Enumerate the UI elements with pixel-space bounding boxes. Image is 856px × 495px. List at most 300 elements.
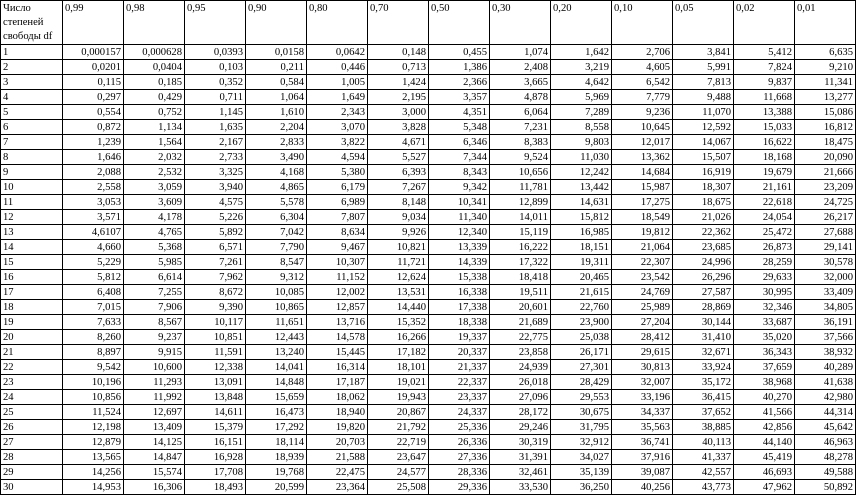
- value-cell: 31,391: [490, 450, 551, 465]
- value-cell: 18,307: [673, 180, 734, 195]
- value-cell: 15,338: [429, 270, 490, 285]
- value-cell: 35,563: [612, 420, 673, 435]
- value-cell: 34,337: [612, 405, 673, 420]
- value-cell: 24,769: [612, 285, 673, 300]
- value-cell: 28,412: [612, 330, 673, 345]
- value-cell: 14,256: [63, 465, 124, 480]
- value-cell: 19,812: [612, 225, 673, 240]
- value-cell: 9,210: [795, 60, 856, 75]
- table-row: [1, 60, 856, 75]
- value-cell: 4,575: [185, 195, 246, 210]
- value-cell: 5,348: [429, 120, 490, 135]
- df-cell: 20: [1, 330, 63, 345]
- value-cell: 16,812: [795, 120, 856, 135]
- value-cell: 9,926: [368, 225, 429, 240]
- value-cell: 19,337: [429, 330, 490, 345]
- value-cell: 27,096: [490, 390, 551, 405]
- value-cell: 5,368: [124, 240, 185, 255]
- value-cell: 1,646: [63, 150, 124, 165]
- value-cell: 50,892: [795, 480, 856, 495]
- value-cell: 35,139: [551, 465, 612, 480]
- value-cell: 20,599: [246, 480, 307, 495]
- value-cell: 21,615: [551, 285, 612, 300]
- df-cell: 23: [1, 375, 63, 390]
- value-cell: 15,507: [673, 150, 734, 165]
- value-cell: 4,168: [246, 165, 307, 180]
- value-cell: 12,242: [551, 165, 612, 180]
- table-row: [1, 165, 856, 180]
- value-cell: 32,461: [490, 465, 551, 480]
- value-cell: 9,524: [490, 150, 551, 165]
- value-cell: 5,229: [63, 255, 124, 270]
- value-cell: 8,148: [368, 195, 429, 210]
- value-cell: 40,289: [795, 360, 856, 375]
- value-cell: 4,6107: [63, 225, 124, 240]
- value-cell: 0,0201: [63, 60, 124, 75]
- value-cell: 18,493: [185, 480, 246, 495]
- value-cell: 7,962: [185, 270, 246, 285]
- value-cell: 6,989: [307, 195, 368, 210]
- value-cell: 1,610: [246, 105, 307, 120]
- header-row: [1, 1, 856, 45]
- value-cell: 7,267: [368, 180, 429, 195]
- value-cell: 0,000628: [124, 45, 185, 60]
- value-cell: 14,067: [673, 135, 734, 150]
- value-cell: 19,511: [490, 285, 551, 300]
- value-cell: 17,292: [246, 420, 307, 435]
- table-row: [1, 450, 856, 465]
- value-cell: 15,379: [185, 420, 246, 435]
- value-cell: 11,721: [368, 255, 429, 270]
- value-cell: 12,624: [368, 270, 429, 285]
- value-cell: 42,980: [795, 390, 856, 405]
- value-cell: 23,542: [612, 270, 673, 285]
- df-cell: 29: [1, 465, 63, 480]
- value-cell: 32,346: [734, 300, 795, 315]
- df-cell: 14: [1, 240, 63, 255]
- value-cell: 16,222: [490, 240, 551, 255]
- value-cell: 41,566: [734, 405, 795, 420]
- value-cell: 1,564: [124, 135, 185, 150]
- value-cell: 10,307: [307, 255, 368, 270]
- value-cell: 8,672: [185, 285, 246, 300]
- value-cell: 29,633: [734, 270, 795, 285]
- value-cell: 10,341: [429, 195, 490, 210]
- value-cell: 12,443: [246, 330, 307, 345]
- df-cell: 2: [1, 60, 63, 75]
- table-row: [1, 330, 856, 345]
- value-cell: 10,851: [185, 330, 246, 345]
- value-cell: 14,125: [124, 435, 185, 450]
- value-cell: 11,524: [63, 405, 124, 420]
- value-cell: 11,591: [185, 345, 246, 360]
- value-cell: 7,231: [490, 120, 551, 135]
- value-cell: 10,196: [63, 375, 124, 390]
- value-cell: 39,087: [612, 465, 673, 480]
- value-cell: 6,542: [612, 75, 673, 90]
- value-cell: 12,002: [307, 285, 368, 300]
- value-cell: 0,584: [246, 75, 307, 90]
- value-cell: 37,652: [673, 405, 734, 420]
- value-cell: 21,161: [734, 180, 795, 195]
- value-cell: 2,204: [246, 120, 307, 135]
- value-cell: 10,821: [368, 240, 429, 255]
- value-cell: 18,475: [795, 135, 856, 150]
- df-cell: 4: [1, 90, 63, 105]
- value-cell: 22,760: [551, 300, 612, 315]
- value-cell: 6,346: [429, 135, 490, 150]
- probability-header: 0,01: [795, 1, 856, 45]
- value-cell: 11,070: [673, 105, 734, 120]
- value-cell: 2,195: [368, 90, 429, 105]
- table-row: [1, 195, 856, 210]
- value-cell: 29,615: [612, 345, 673, 360]
- value-cell: 15,812: [551, 210, 612, 225]
- value-cell: 28,869: [673, 300, 734, 315]
- value-cell: 2,343: [307, 105, 368, 120]
- value-cell: 18,940: [307, 405, 368, 420]
- table-row: [1, 90, 856, 105]
- value-cell: 21,666: [795, 165, 856, 180]
- value-cell: 7,807: [307, 210, 368, 225]
- value-cell: 6,408: [63, 285, 124, 300]
- value-cell: 0,0158: [246, 45, 307, 60]
- value-cell: 0,0404: [124, 60, 185, 75]
- value-cell: 11,340: [429, 210, 490, 225]
- value-cell: 12,338: [185, 360, 246, 375]
- value-cell: 22,307: [612, 255, 673, 270]
- value-cell: 7,344: [429, 150, 490, 165]
- value-cell: 15,445: [307, 345, 368, 360]
- value-cell: 2,032: [124, 150, 185, 165]
- value-cell: 15,987: [612, 180, 673, 195]
- value-cell: 0,752: [124, 105, 185, 120]
- value-cell: 8,343: [429, 165, 490, 180]
- value-cell: 9,803: [551, 135, 612, 150]
- value-cell: 8,634: [307, 225, 368, 240]
- value-cell: 2,733: [185, 150, 246, 165]
- value-cell: 37,916: [612, 450, 673, 465]
- value-cell: 36,343: [734, 345, 795, 360]
- value-cell: 0,185: [124, 75, 185, 90]
- value-cell: 22,362: [673, 225, 734, 240]
- value-cell: 22,719: [368, 435, 429, 450]
- value-cell: 1,649: [307, 90, 368, 105]
- value-cell: 23,685: [673, 240, 734, 255]
- value-cell: 33,924: [673, 360, 734, 375]
- value-cell: 36,250: [551, 480, 612, 495]
- value-cell: 25,038: [551, 330, 612, 345]
- value-cell: 3,059: [124, 180, 185, 195]
- value-cell: 13,442: [551, 180, 612, 195]
- value-cell: 25,472: [734, 225, 795, 240]
- value-cell: 3,822: [307, 135, 368, 150]
- value-cell: 18,062: [307, 390, 368, 405]
- value-cell: 18,675: [673, 195, 734, 210]
- probability-header: 0,30: [490, 1, 551, 45]
- value-cell: 16,266: [368, 330, 429, 345]
- value-cell: 18,151: [551, 240, 612, 255]
- value-cell: 33,530: [490, 480, 551, 495]
- value-cell: 23,900: [551, 315, 612, 330]
- value-cell: 12,697: [124, 405, 185, 420]
- value-cell: 7,042: [246, 225, 307, 240]
- value-cell: 7,813: [673, 75, 734, 90]
- probability-header: 0,98: [124, 1, 185, 45]
- value-cell: 32,671: [673, 345, 734, 360]
- value-cell: 5,412: [734, 45, 795, 60]
- value-cell: 38,968: [734, 375, 795, 390]
- value-cell: 2,706: [612, 45, 673, 60]
- value-cell: 19,021: [368, 375, 429, 390]
- value-cell: 9,390: [185, 300, 246, 315]
- value-cell: 9,034: [368, 210, 429, 225]
- df-cell: 9: [1, 165, 63, 180]
- value-cell: 9,467: [307, 240, 368, 255]
- value-cell: 10,656: [490, 165, 551, 180]
- value-cell: 20,090: [795, 150, 856, 165]
- probability-header: 0,95: [185, 1, 246, 45]
- value-cell: 0,211: [246, 60, 307, 75]
- value-cell: 9,542: [63, 360, 124, 375]
- probability-header: 0,70: [368, 1, 429, 45]
- table-row: [1, 270, 856, 285]
- value-cell: 4,642: [551, 75, 612, 90]
- value-cell: 24,939: [490, 360, 551, 375]
- df-cell: 21: [1, 345, 63, 360]
- value-cell: 42,856: [734, 420, 795, 435]
- table-row: [1, 390, 856, 405]
- value-cell: 13,531: [368, 285, 429, 300]
- value-cell: 3,357: [429, 90, 490, 105]
- value-cell: 8,260: [63, 330, 124, 345]
- value-cell: 15,352: [368, 315, 429, 330]
- value-cell: 3,053: [63, 195, 124, 210]
- value-cell: 31,795: [551, 420, 612, 435]
- table-row: [1, 240, 856, 255]
- value-cell: 23,209: [795, 180, 856, 195]
- value-cell: 12,857: [307, 300, 368, 315]
- value-cell: 32,912: [551, 435, 612, 450]
- value-cell: 17,708: [185, 465, 246, 480]
- table-body: [1, 45, 856, 495]
- value-cell: 13,388: [734, 105, 795, 120]
- value-cell: 1,134: [124, 120, 185, 135]
- table-row: [1, 345, 856, 360]
- value-cell: 20,465: [551, 270, 612, 285]
- value-cell: 23,337: [429, 390, 490, 405]
- value-cell: 24,996: [673, 255, 734, 270]
- df-cell: 18: [1, 300, 63, 315]
- value-cell: 21,689: [490, 315, 551, 330]
- value-cell: 16,151: [185, 435, 246, 450]
- value-cell: 12,198: [63, 420, 124, 435]
- value-cell: 23,858: [490, 345, 551, 360]
- table-row: [1, 300, 856, 315]
- value-cell: 17,322: [490, 255, 551, 270]
- value-cell: 18,338: [429, 315, 490, 330]
- value-cell: 9,837: [734, 75, 795, 90]
- value-cell: 5,380: [307, 165, 368, 180]
- value-cell: 1,635: [185, 120, 246, 135]
- value-cell: 15,086: [795, 105, 856, 120]
- value-cell: 29,553: [551, 390, 612, 405]
- value-cell: 11,651: [246, 315, 307, 330]
- value-cell: 11,341: [795, 75, 856, 90]
- value-cell: 9,236: [612, 105, 673, 120]
- value-cell: 38,932: [795, 345, 856, 360]
- value-cell: 6,614: [124, 270, 185, 285]
- value-cell: 0,711: [185, 90, 246, 105]
- value-cell: 1,424: [368, 75, 429, 90]
- df-cell: 13: [1, 225, 63, 240]
- value-cell: 33,409: [795, 285, 856, 300]
- value-cell: 3,070: [307, 120, 368, 135]
- table-row: [1, 420, 856, 435]
- value-cell: 44,140: [734, 435, 795, 450]
- df-cell: 24: [1, 390, 63, 405]
- value-cell: 8,567: [124, 315, 185, 330]
- value-cell: 22,775: [490, 330, 551, 345]
- value-cell: 13,339: [429, 240, 490, 255]
- probability-header: 0,99: [63, 1, 124, 45]
- table-row: [1, 150, 856, 165]
- value-cell: 10,117: [185, 315, 246, 330]
- probability-header: 0,02: [734, 1, 795, 45]
- value-cell: 43,773: [673, 480, 734, 495]
- value-cell: 37,566: [795, 330, 856, 345]
- value-cell: 15,659: [246, 390, 307, 405]
- df-column-header: Число степеней свободы df: [1, 1, 63, 45]
- value-cell: 2,366: [429, 75, 490, 90]
- value-cell: 37,659: [734, 360, 795, 375]
- value-cell: 2,532: [124, 165, 185, 180]
- value-cell: 2,167: [185, 135, 246, 150]
- value-cell: 5,527: [368, 150, 429, 165]
- df-cell: 25: [1, 405, 63, 420]
- table-row: [1, 135, 856, 150]
- value-cell: 28,259: [734, 255, 795, 270]
- value-cell: 25,336: [429, 420, 490, 435]
- value-cell: 4,878: [490, 90, 551, 105]
- table-row: [1, 180, 856, 195]
- value-cell: 3,219: [551, 60, 612, 75]
- value-cell: 8,897: [63, 345, 124, 360]
- value-cell: 11,781: [490, 180, 551, 195]
- value-cell: 7,289: [551, 105, 612, 120]
- value-cell: 11,030: [551, 150, 612, 165]
- table-row: [1, 75, 856, 90]
- value-cell: 19,943: [368, 390, 429, 405]
- value-cell: 10,865: [246, 300, 307, 315]
- table-row: [1, 375, 856, 390]
- value-cell: 21,792: [368, 420, 429, 435]
- table-row: [1, 435, 856, 450]
- value-cell: 3,841: [673, 45, 734, 60]
- value-cell: 33,687: [734, 315, 795, 330]
- df-cell: 28: [1, 450, 63, 465]
- value-cell: 30,144: [673, 315, 734, 330]
- value-cell: 3,609: [124, 195, 185, 210]
- value-cell: 14,684: [612, 165, 673, 180]
- value-cell: 26,873: [734, 240, 795, 255]
- value-cell: 24,054: [734, 210, 795, 225]
- value-cell: 16,314: [307, 360, 368, 375]
- value-cell: 0,0642: [307, 45, 368, 60]
- df-cell: 27: [1, 435, 63, 450]
- value-cell: 19,679: [734, 165, 795, 180]
- table-row: [1, 465, 856, 480]
- value-cell: 30,995: [734, 285, 795, 300]
- value-cell: 22,475: [307, 465, 368, 480]
- value-cell: 13,277: [795, 90, 856, 105]
- value-cell: 14,611: [185, 405, 246, 420]
- value-cell: 4,351: [429, 105, 490, 120]
- value-cell: 20,337: [429, 345, 490, 360]
- value-cell: 24,725: [795, 195, 856, 210]
- value-cell: 13,409: [124, 420, 185, 435]
- value-cell: 0,297: [63, 90, 124, 105]
- value-cell: 22,618: [734, 195, 795, 210]
- df-cell: 15: [1, 255, 63, 270]
- value-cell: 8,547: [246, 255, 307, 270]
- value-cell: 11,668: [734, 90, 795, 105]
- value-cell: 1,239: [63, 135, 124, 150]
- value-cell: 20,703: [307, 435, 368, 450]
- df-cell: 7: [1, 135, 63, 150]
- value-cell: 0,115: [63, 75, 124, 90]
- value-cell: 14,631: [551, 195, 612, 210]
- value-cell: 13,240: [246, 345, 307, 360]
- value-cell: 3,000: [368, 105, 429, 120]
- value-cell: 7,261: [185, 255, 246, 270]
- value-cell: 5,985: [124, 255, 185, 270]
- value-cell: 38,885: [673, 420, 734, 435]
- value-cell: 36,191: [795, 315, 856, 330]
- value-cell: 12,592: [673, 120, 734, 135]
- value-cell: 11,293: [124, 375, 185, 390]
- value-cell: 16,338: [429, 285, 490, 300]
- probability-header: 0,90: [246, 1, 307, 45]
- value-cell: 30,675: [551, 405, 612, 420]
- value-cell: 3,665: [490, 75, 551, 90]
- value-cell: 17,338: [429, 300, 490, 315]
- value-cell: 13,362: [612, 150, 673, 165]
- value-cell: 36,415: [673, 390, 734, 405]
- value-cell: 29,141: [795, 240, 856, 255]
- value-cell: 35,020: [734, 330, 795, 345]
- value-cell: 16,919: [673, 165, 734, 180]
- value-cell: 17,182: [368, 345, 429, 360]
- value-cell: 5,578: [246, 195, 307, 210]
- value-cell: 41,638: [795, 375, 856, 390]
- probability-header: 0,20: [551, 1, 612, 45]
- value-cell: 4,765: [124, 225, 185, 240]
- value-cell: 49,588: [795, 465, 856, 480]
- df-cell: 12: [1, 210, 63, 225]
- value-cell: 34,027: [551, 450, 612, 465]
- value-cell: 12,340: [429, 225, 490, 240]
- value-cell: 34,805: [795, 300, 856, 315]
- value-cell: 16,622: [734, 135, 795, 150]
- value-cell: 44,314: [795, 405, 856, 420]
- value-cell: 7,790: [246, 240, 307, 255]
- value-cell: 13,091: [185, 375, 246, 390]
- value-cell: 45,642: [795, 420, 856, 435]
- df-cell: 16: [1, 270, 63, 285]
- value-cell: 24,577: [368, 465, 429, 480]
- value-cell: 6,571: [185, 240, 246, 255]
